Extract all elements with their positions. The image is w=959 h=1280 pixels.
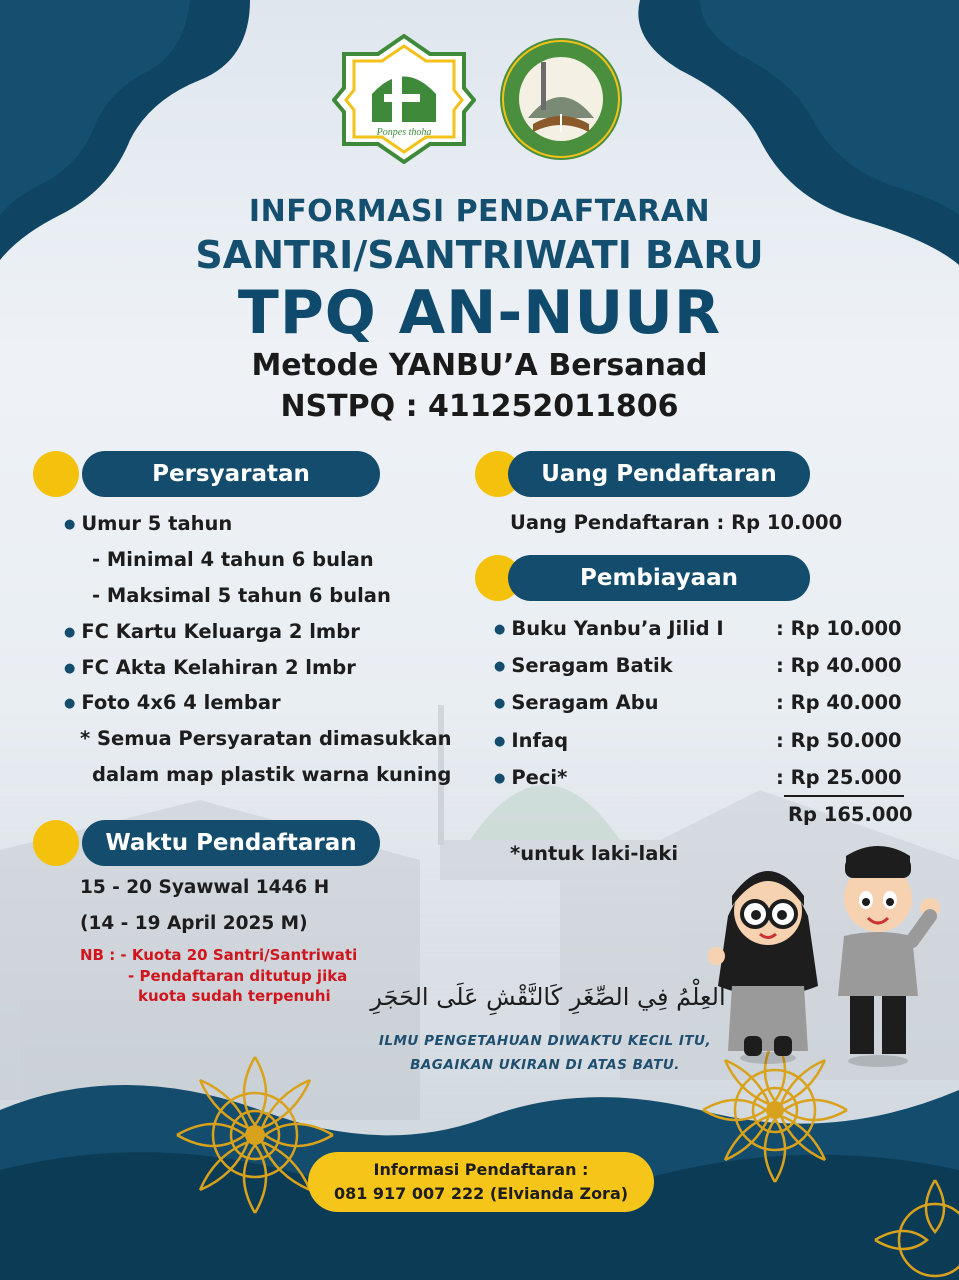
cost-note: *untuk laki-laki: [510, 842, 679, 865]
cost-name: ● Seragam Batik: [494, 654, 673, 677]
quote-line: ILMU PENGETAHUAN DIWAKTU KECIL ITU,: [378, 1033, 712, 1049]
heading-nstpq: NSTPQ : 411252011806: [280, 389, 679, 424]
ponpes-thoha-logo: [332, 34, 476, 164]
cost-name: ● Infaq: [494, 729, 568, 752]
cost-price: : Rp 25.000: [776, 766, 902, 789]
arabic-quote: العِلْمُ فِي الصِّغَرِ كَالنَّقْشِ عَلَى الحَجَرِ: [370, 983, 726, 1011]
contact-box: [308, 1152, 654, 1212]
req-item: - Maksimal 5 tahun 6 bulan: [92, 584, 391, 607]
req-item: - Minimal 4 tahun 6 bulan: [92, 548, 374, 571]
girl-figure: [708, 871, 818, 1064]
cost-name: ● Peci*: [494, 766, 567, 789]
boy-figure: [838, 846, 940, 1067]
waktu-title: Waktu Pendaftaran: [82, 820, 380, 866]
nb-line: kuota sudah terpenuhi: [138, 987, 331, 1005]
pill-dot: [33, 451, 79, 497]
heading-metode: Metode YANBU’A Bersanad: [251, 348, 708, 383]
req-item: ● Foto 4x6 4 lembar: [64, 691, 281, 714]
uang-title: Uang Pendaftaran: [508, 451, 810, 497]
cost-name: ● Seragam Abu: [494, 691, 659, 714]
heading-info: INFORMASI PENDAFTARAN: [248, 194, 711, 229]
nb-line: NB : - Kuota 20 Santri/Santriwati: [80, 946, 358, 964]
total-divider: [784, 795, 904, 797]
req-note: dalam map plastik warna kuning: [92, 763, 452, 786]
heading-santri: SANTRI/SANTRIWATI BARU: [195, 233, 764, 277]
cost-price: : Rp 10.000: [776, 617, 902, 640]
heading-tpq: TPQ AN-NUUR: [237, 278, 722, 348]
persyaratan-title: Persyaratan: [82, 451, 380, 497]
waktu-masehi: (14 - 19 April 2025 M): [80, 913, 308, 934]
cost-total: Rp 165.000: [788, 803, 913, 826]
cost-name: ● Buku Yanbu’a Jilid I: [494, 617, 724, 640]
cost-price: : Rp 40.000: [776, 654, 902, 677]
kids-illustration: [708, 836, 944, 1072]
nb-line: - Pendaftaran ditutup jika: [128, 967, 348, 985]
tpq-an-nuur-logo: [498, 36, 624, 162]
quote-line: BAGAIKAN UKIRAN DI ATAS BATU.: [410, 1057, 680, 1073]
req-item: ● Umur 5 tahun: [64, 512, 232, 535]
svg-text:Ponpes thoha: Ponpes thoha: [376, 127, 432, 138]
pembiayaan-title: Pembiayaan: [508, 555, 810, 601]
req-item: ● FC Kartu Keluarga 2 lmbr: [64, 620, 360, 643]
uang-text: Uang Pendaftaran : Rp 10.000: [510, 511, 843, 534]
req-item: ● FC Akta Kelahiran 2 lmbr: [64, 656, 356, 679]
pill-dot: [33, 820, 79, 866]
cost-price: : Rp 50.000: [776, 729, 902, 752]
cost-price: : Rp 40.000: [776, 691, 902, 714]
contact-label: Informasi Pendaftaran :: [373, 1160, 589, 1179]
waktu-hijri: 15 - 20 Syawwal 1446 H: [80, 877, 330, 898]
contact-phone[interactable]: 081 917 007 222 (Elvianda Zora): [333, 1184, 629, 1203]
req-note: * Semua Persyaratan dimasukkan: [80, 727, 452, 750]
